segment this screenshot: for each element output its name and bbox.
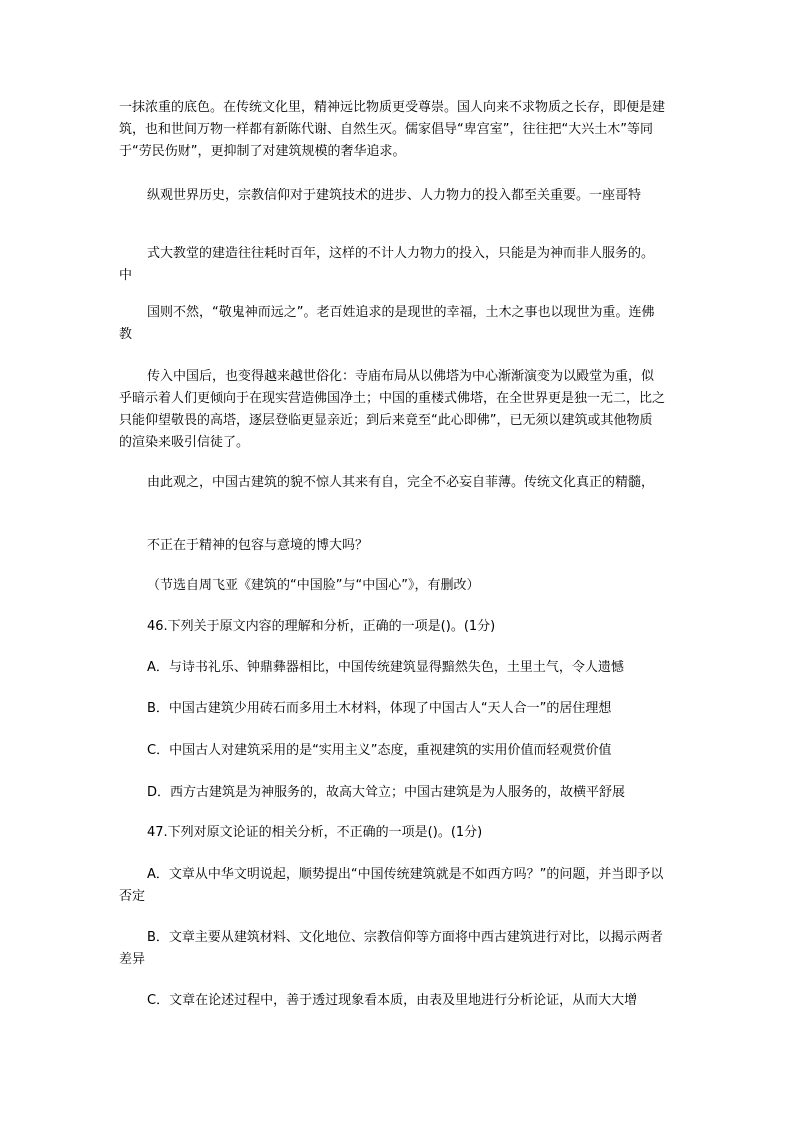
paragraph-5: 传入中国后，也变得越来越世俗化：寺庙布局从以佛塔为中心渐渐演变为以殿堂为重，似乎暗示着人们更倾向于在现实营造佛国净土；中国的重楼式佛塔，在全世界更是独一无二，比之只能仰望敬畏的高塔，逐层登临更显亲近；到后来竟至“此心即佛”，已无须以建筑或其他物质的渲染来吸引信徒了。 — [119, 369, 666, 450]
question-46-option-b: B．中国古建筑少用砖石而多用土木材料，体现了中国古人“天人合一”的居住理想 — [147, 701, 612, 716]
question-46-option-d: D．西方古建筑是为神服务的，故高大耸立；中国古建筑是为人服务的，故横平舒展 — [147, 785, 626, 800]
question-47-stem: 47.下列对原文论证的相关分析，不正确的一项是()。(1分) — [147, 825, 483, 840]
source-citation: （节选自周飞亚《建筑的“中国脸”与“中国心”》，有删改） — [147, 578, 480, 593]
paragraph-4: 国则不然，“敬鬼神而远之”。老百姓追求的是现世的幸福，土木之事也以现世为重。连佛教 — [119, 305, 655, 342]
paragraph-2: 纵观世界历史，宗教信仰对于建筑技术的进步、人力物力的投入都至关重要。一座哥特 — [147, 188, 642, 203]
question-47-option-b: B．文章主要从建筑材料、文化地位、宗教信仰等方面将中西古建筑进行对比，以揭示两者差异 — [119, 930, 663, 967]
question-47-option-a: A．文章从中华文明说起，顺势提出“中国传统建筑就是不如西方吗？”的问题，并当即予以否定 — [119, 867, 664, 904]
paragraph-6: 由此观之，中国古建筑的貌不惊人其来有自，完全不必妄自菲薄。传统文化真正的精髓， — [147, 475, 655, 490]
question-46-option-a: A．与诗书礼乐、钟鼎彝器相比，中国传统建筑显得黯然失色，土里土气，令人遗憾 — [147, 660, 624, 675]
question-46-stem: 46.下列关于原文内容的理解和分析，正确的一项是()。(1分) — [147, 619, 496, 634]
paragraph-7: 不正在于精神的包容与意境的博大吗？ — [147, 538, 369, 553]
question-47-option-c: C．文章在论述过程中，善于透过现象看本质，由表及里地进行分析论证，从而大大增 — [147, 993, 638, 1008]
question-46-option-c: C．中国古人对建筑采用的是“实用主义”态度，重视建筑的实用价值而轻观赏价值 — [147, 743, 612, 758]
paragraph-1: 一抹浓重的底色。在传统文化里，精神远比物质更受尊崇。国人向来不求物质之长存，即便是建筑，也和世间万物一样都有新陈代谢、自然生灭。儒家倡导“卑宫室”，往往把“大兴土木”等同于“劳民伤财”，更抑制了对建筑规模的奢华追求。 — [119, 100, 666, 159]
paragraph-3: 式大教堂的建造往往耗时百年，这样的不计人力物力的投入，只能是为神而非人服务的。中 — [119, 246, 655, 283]
